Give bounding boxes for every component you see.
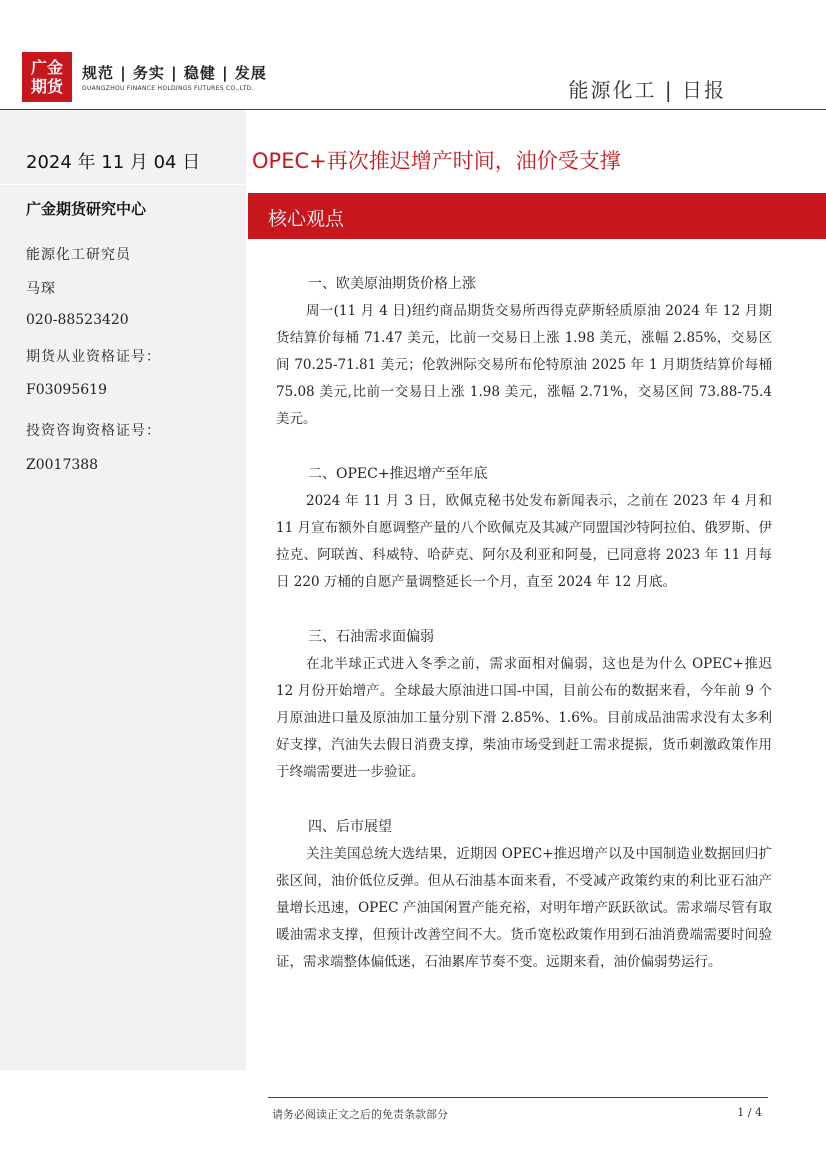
page-header	[0, 0, 826, 108]
section-1	[276, 271, 772, 433]
footer-divider	[268, 1097, 768, 1098]
consulting-license-number: Z0017388	[26, 457, 99, 473]
section-paragraph: 关注美国总统大选结果，近期因 OPEC+推迟增产以及中国制造业数据回归扩张区间，油价低位反弹。但从石油基本面来看，不受减产政策约束的利比亚石油产量增长迅速，OPEC 产油国闲置产能充裕，对明年增产跃跃欲试。需求端尽管有取暖油需求支撑，但预计改善空间不大。货币宽松政策作用到石油消费端需要时间验证，需求端整体偏低迷，石油累库节奏不变。远期来看，油价偏弱势运行。	[276, 846, 772, 970]
consulting-license-label: 投资咨询资格证号：	[26, 423, 161, 439]
section-3	[276, 624, 772, 786]
report-type: 能源化工 | 日报	[568, 78, 726, 102]
logo-line-2: 期货	[30, 77, 63, 96]
research-center: 广金期货研究中心	[26, 200, 147, 218]
section-heading: 三、石油需求面偏弱	[308, 629, 434, 645]
section-2	[276, 461, 772, 596]
footer-disclaimer: 请务必阅读正文之后的免责条款部分	[272, 1108, 448, 1121]
page-number: 1 / 4	[737, 1106, 762, 1119]
section-heading: 一、欧美原油期货价格上涨	[308, 276, 476, 292]
company-english-name: GUANGZHOU FINANCE HOLDINGS FUTURES CO.,LTD.	[82, 85, 254, 92]
logo-line-1: 广金	[30, 58, 63, 77]
analyst-phone: 020-88523420	[26, 312, 129, 328]
section-4	[276, 814, 772, 976]
analyst-name: 马琛	[26, 281, 56, 297]
section-paragraph: 在北半球正式进入冬季之前，需求面相对偏弱，这也是为什么 OPEC+推迟 12 月份开始增产。全球最大原油进口国-中国，目前公布的数据来看，今年前 9 个月原油进口量及原油加工量分别下滑 2.85%、1.6%。目前成品油需求没有太多利好支撑，汽油失去假日消费支撑，柴油市场受到赶工需求提振，货币刺激政策作用于终端需要进一步验证。	[276, 656, 772, 780]
section-heading: 四、后市展望	[308, 819, 392, 835]
company-slogan: 规范 | 务实 | 稳健 | 发展	[82, 64, 267, 82]
futures-license-number: F03095619	[26, 382, 107, 398]
futures-license-label: 期货从业资格证号：	[26, 349, 161, 365]
section-paragraph: 2024 年 11 月 3 日，欧佩克秘书处发布新闻表示，之前在 2023 年 4 月和 11 月宣布额外自愿调整产量的八个欧佩克及其减产同盟国沙特阿拉伯、俄罗斯、伊拉克、阿联酋、科威特、哈萨克、阿尔及利亚和阿曼，已同意将 2023 年 11 月每日 220 万桶的自愿产量调整延长一个月，直至 2024 年 12 月底。	[276, 493, 772, 590]
analyst-title: 能源化工研究员	[26, 247, 131, 263]
sidebar-divider	[0, 184, 246, 185]
main-content	[276, 271, 772, 1004]
document-title: OPEC+再次推迟增产时间，油价受支撑	[252, 149, 621, 173]
company-logo	[22, 52, 72, 102]
section-paragraph: 周一(11 月 4 日)纽约商品期货交易所西得克萨斯轻质原油 2024 年 12 月期货结算价每桶 71.47 美元，比前一交易日上涨 1.98 美元，涨幅 2.85%，交易区间 70.25-71.81 美元；伦敦洲际交易所布伦特原油 2025 年 1 月期货结算价每桶 75.08 美元,比前一交易日上涨 1.98 美元，涨幅 2.71%，交易区间 73.88-75.4 美元。	[276, 303, 772, 427]
sidebar	[0, 110, 246, 1070]
section-heading: 二、OPEC+推迟增产至年底	[308, 466, 488, 482]
report-date: 2024 年 11 月 04 日	[26, 152, 201, 173]
core-view-banner	[248, 193, 826, 239]
core-view-title: 核心观点	[268, 208, 345, 230]
